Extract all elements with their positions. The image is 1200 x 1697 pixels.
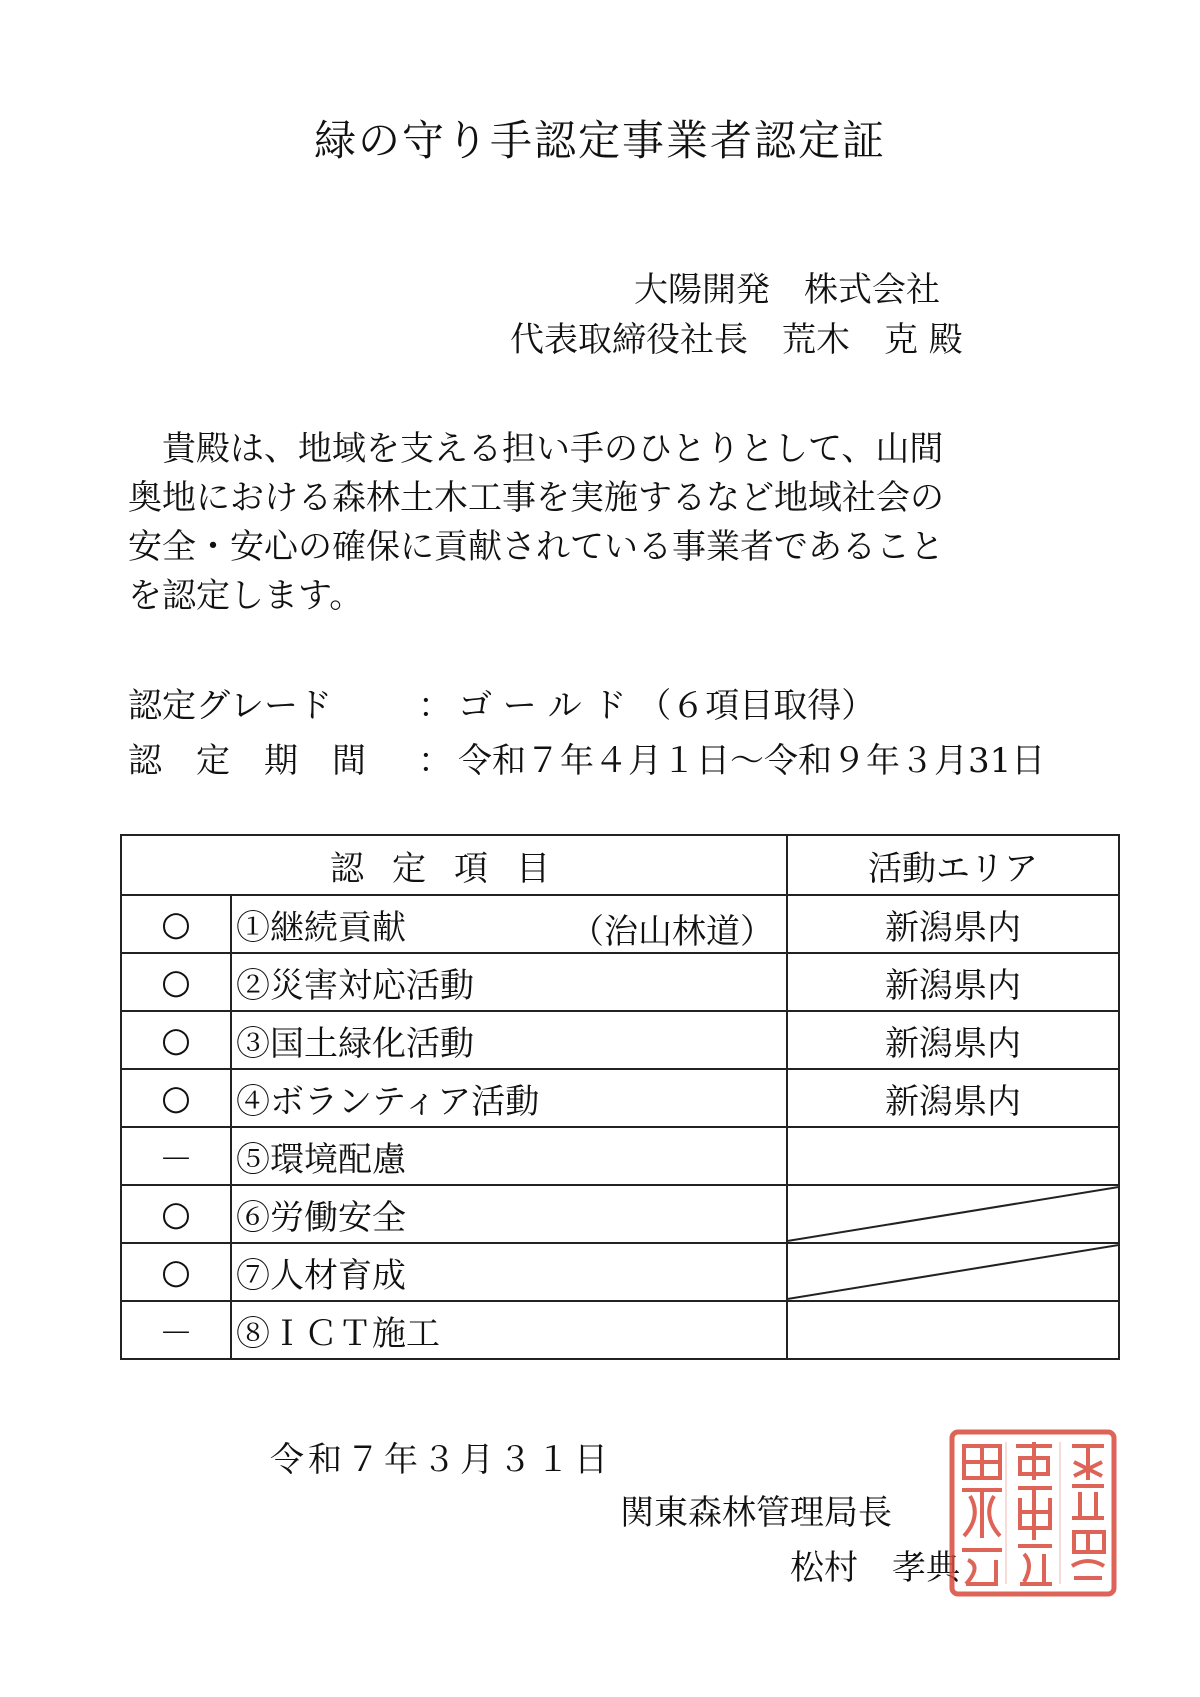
item-cell (231, 953, 787, 1011)
recipient-company: 大陽開発 株式会社 (634, 270, 940, 310)
status-mark: － (121, 1301, 231, 1359)
item-label: ⑦人材育成 (236, 1255, 406, 1296)
table-row (121, 1243, 1119, 1301)
item-label: ②災害対応活動 (236, 965, 474, 1006)
status-mark: ○ (121, 1011, 231, 1069)
period-label: 認 定 期 間 (128, 741, 366, 781)
item-label: ⑥労働安全 (236, 1197, 406, 1238)
issue-date: 令和７年３月３１日 (270, 1440, 612, 1480)
item-cell (231, 1185, 787, 1243)
period-value: 令和７年４月１日～令和９年３月31日 (458, 741, 1046, 781)
item-cell (231, 1301, 787, 1359)
item-cell (231, 895, 787, 953)
status-mark: － (121, 1127, 231, 1185)
diagonal-strike (788, 1244, 1118, 1300)
certified-items-table (120, 834, 1120, 1360)
area-cell (787, 1301, 1119, 1359)
diagonal-strike (788, 1186, 1118, 1242)
item-label: ⑧ＩＣＴ施工 (236, 1313, 440, 1354)
document-title: 緑の守り手認定事業者認定証 (313, 116, 886, 165)
issuer-name: 松村 孝典 (790, 1548, 960, 1588)
status-mark: ○ (121, 1185, 231, 1243)
item-label: ①継続貢献 (236, 907, 406, 948)
item-cell (231, 1011, 787, 1069)
seal-mark (952, 1432, 1114, 1594)
area-cell (787, 1127, 1119, 1185)
item-sublabel: （治山林道） (570, 912, 774, 952)
header-activity-area: 活動エリア (787, 835, 1119, 895)
body-line: 奥地における森林土木工事を実施するなど地域社会の (128, 478, 944, 518)
table-row (121, 1185, 1119, 1243)
body-line: を認定します。 (128, 576, 364, 616)
table-row (121, 1011, 1119, 1069)
grade-label: 認定グレード (128, 686, 332, 726)
header-certified-items: 認定項目 (121, 835, 787, 895)
item-cell (231, 1127, 787, 1185)
table-row (121, 1127, 1119, 1185)
area-cell-crossed (787, 1185, 1119, 1243)
item-cell (231, 1069, 787, 1127)
grade-line (128, 678, 875, 727)
recipient-name: 代表取締役社長 荒木 克 殿 (510, 320, 963, 360)
table-row (121, 953, 1119, 1011)
item-label: ③国土緑化活動 (236, 1023, 474, 1064)
area-cell: 新潟県内 (787, 1069, 1119, 1127)
table-row (121, 895, 1119, 953)
area-cell-crossed (787, 1243, 1119, 1301)
status-mark: ○ (121, 1069, 231, 1127)
table-header-row (121, 835, 1119, 895)
body-line: 貴殿は、地域を支える担い手のひとりとして、山間 (128, 429, 944, 469)
table-row (121, 1069, 1119, 1127)
grade-separator: ： (418, 686, 452, 726)
official-seal-stamp (948, 1428, 1118, 1598)
table-row (121, 1301, 1119, 1359)
item-label: ④ボランティア活動 (236, 1081, 540, 1122)
area-cell: 新潟県内 (787, 953, 1119, 1011)
status-mark: ○ (121, 1243, 231, 1301)
status-mark: ○ (121, 895, 231, 953)
certification-body (128, 425, 1108, 621)
area-cell: 新潟県内 (787, 895, 1119, 953)
issuer-title: 関東森林管理局長 (620, 1493, 892, 1533)
period-line (128, 733, 1045, 782)
period-separator: ： (418, 741, 452, 781)
item-label: ⑤環境配慮 (236, 1139, 406, 1180)
area-cell: 新潟県内 (787, 1011, 1119, 1069)
item-cell (231, 1243, 787, 1301)
body-line: 安全・安心の確保に貢献されている事業者であること (128, 527, 944, 567)
grade-value: ゴ ー ル ド （６項目取得） (458, 686, 876, 726)
status-mark: ○ (121, 953, 231, 1011)
